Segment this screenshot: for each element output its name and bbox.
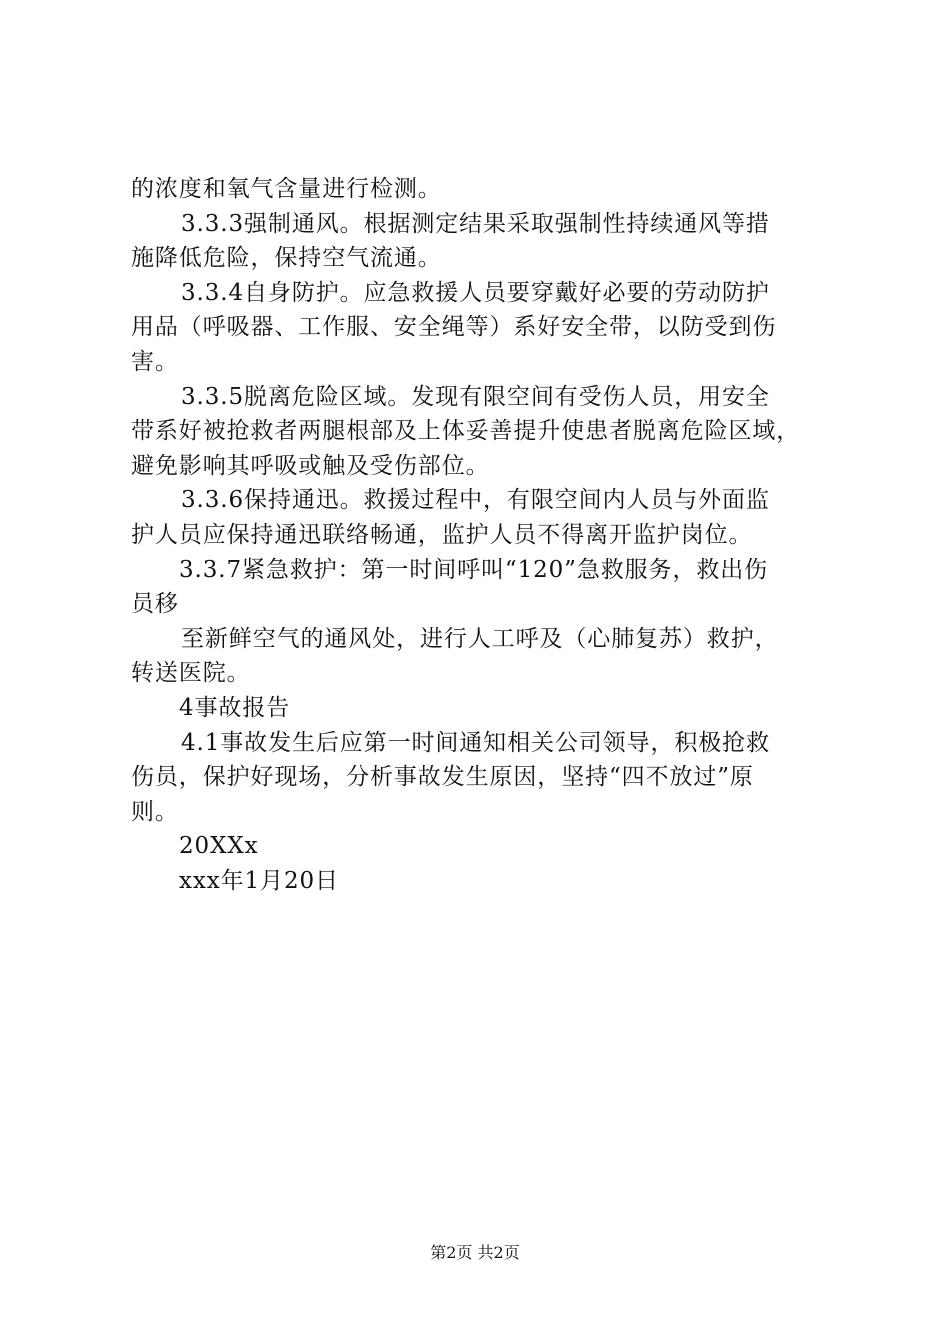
text-line: 4.1事故发生后应第一时间通知相关公司领导，积极抢救	[181, 729, 770, 756]
text-line: 员移	[131, 591, 179, 618]
text-line: 3.3.6保持通迅。救援过程中，有限空间内人员与外面监	[181, 487, 770, 514]
text-line: 至新鲜空气的通风处，进行人工呼及（心肺复苏）救护，	[181, 625, 779, 652]
text-line: 施降低危险，保持空气流通。	[131, 245, 442, 272]
text-line: 则。	[131, 798, 179, 825]
page-number: 第2页 共2页	[430, 1243, 520, 1262]
text-line: 3.3.7紧急救护：第一时间呼叫“120”急救服务，救出伤	[179, 556, 769, 583]
text-line: 3.3.3强制通风。根据测定结果采取强制性持续通风等措	[181, 210, 770, 237]
signature-org: 20XXx	[179, 833, 259, 860]
text-line: 护人员应保持通迅联络畅通，监护人员不得离开监护岗位。	[131, 521, 753, 548]
text-line: 用品（呼吸器、工作服、安全绳等）系好安全带，以防受到伤	[131, 314, 777, 341]
text-line: 3.3.4自身防护。应急救援人员要穿戴好必要的劳动防护	[181, 279, 770, 306]
text-line: 转送医院。	[131, 660, 251, 687]
text-line: 伤员，保护好现场，分析事故发生原因，坚持“四不放过”原	[131, 764, 754, 791]
signature-date: xxx年1月20日	[179, 867, 339, 894]
document-body	[131, 172, 831, 898]
section-heading: 4事故报告	[179, 694, 291, 721]
text-line: 3.3.5脱离危险区域。发现有限空间有受伤人员，用安全	[181, 383, 770, 410]
text-line: 带系好被抢救者两腿根部及上体妥善提升使患者脱离危险区域，	[131, 418, 801, 445]
text-line: 的浓度和氧气含量进行检测。	[131, 176, 442, 202]
text-line: 害。	[131, 348, 179, 375]
text-line: 避免影响其呼吸或触及受伤部位。	[131, 452, 490, 479]
